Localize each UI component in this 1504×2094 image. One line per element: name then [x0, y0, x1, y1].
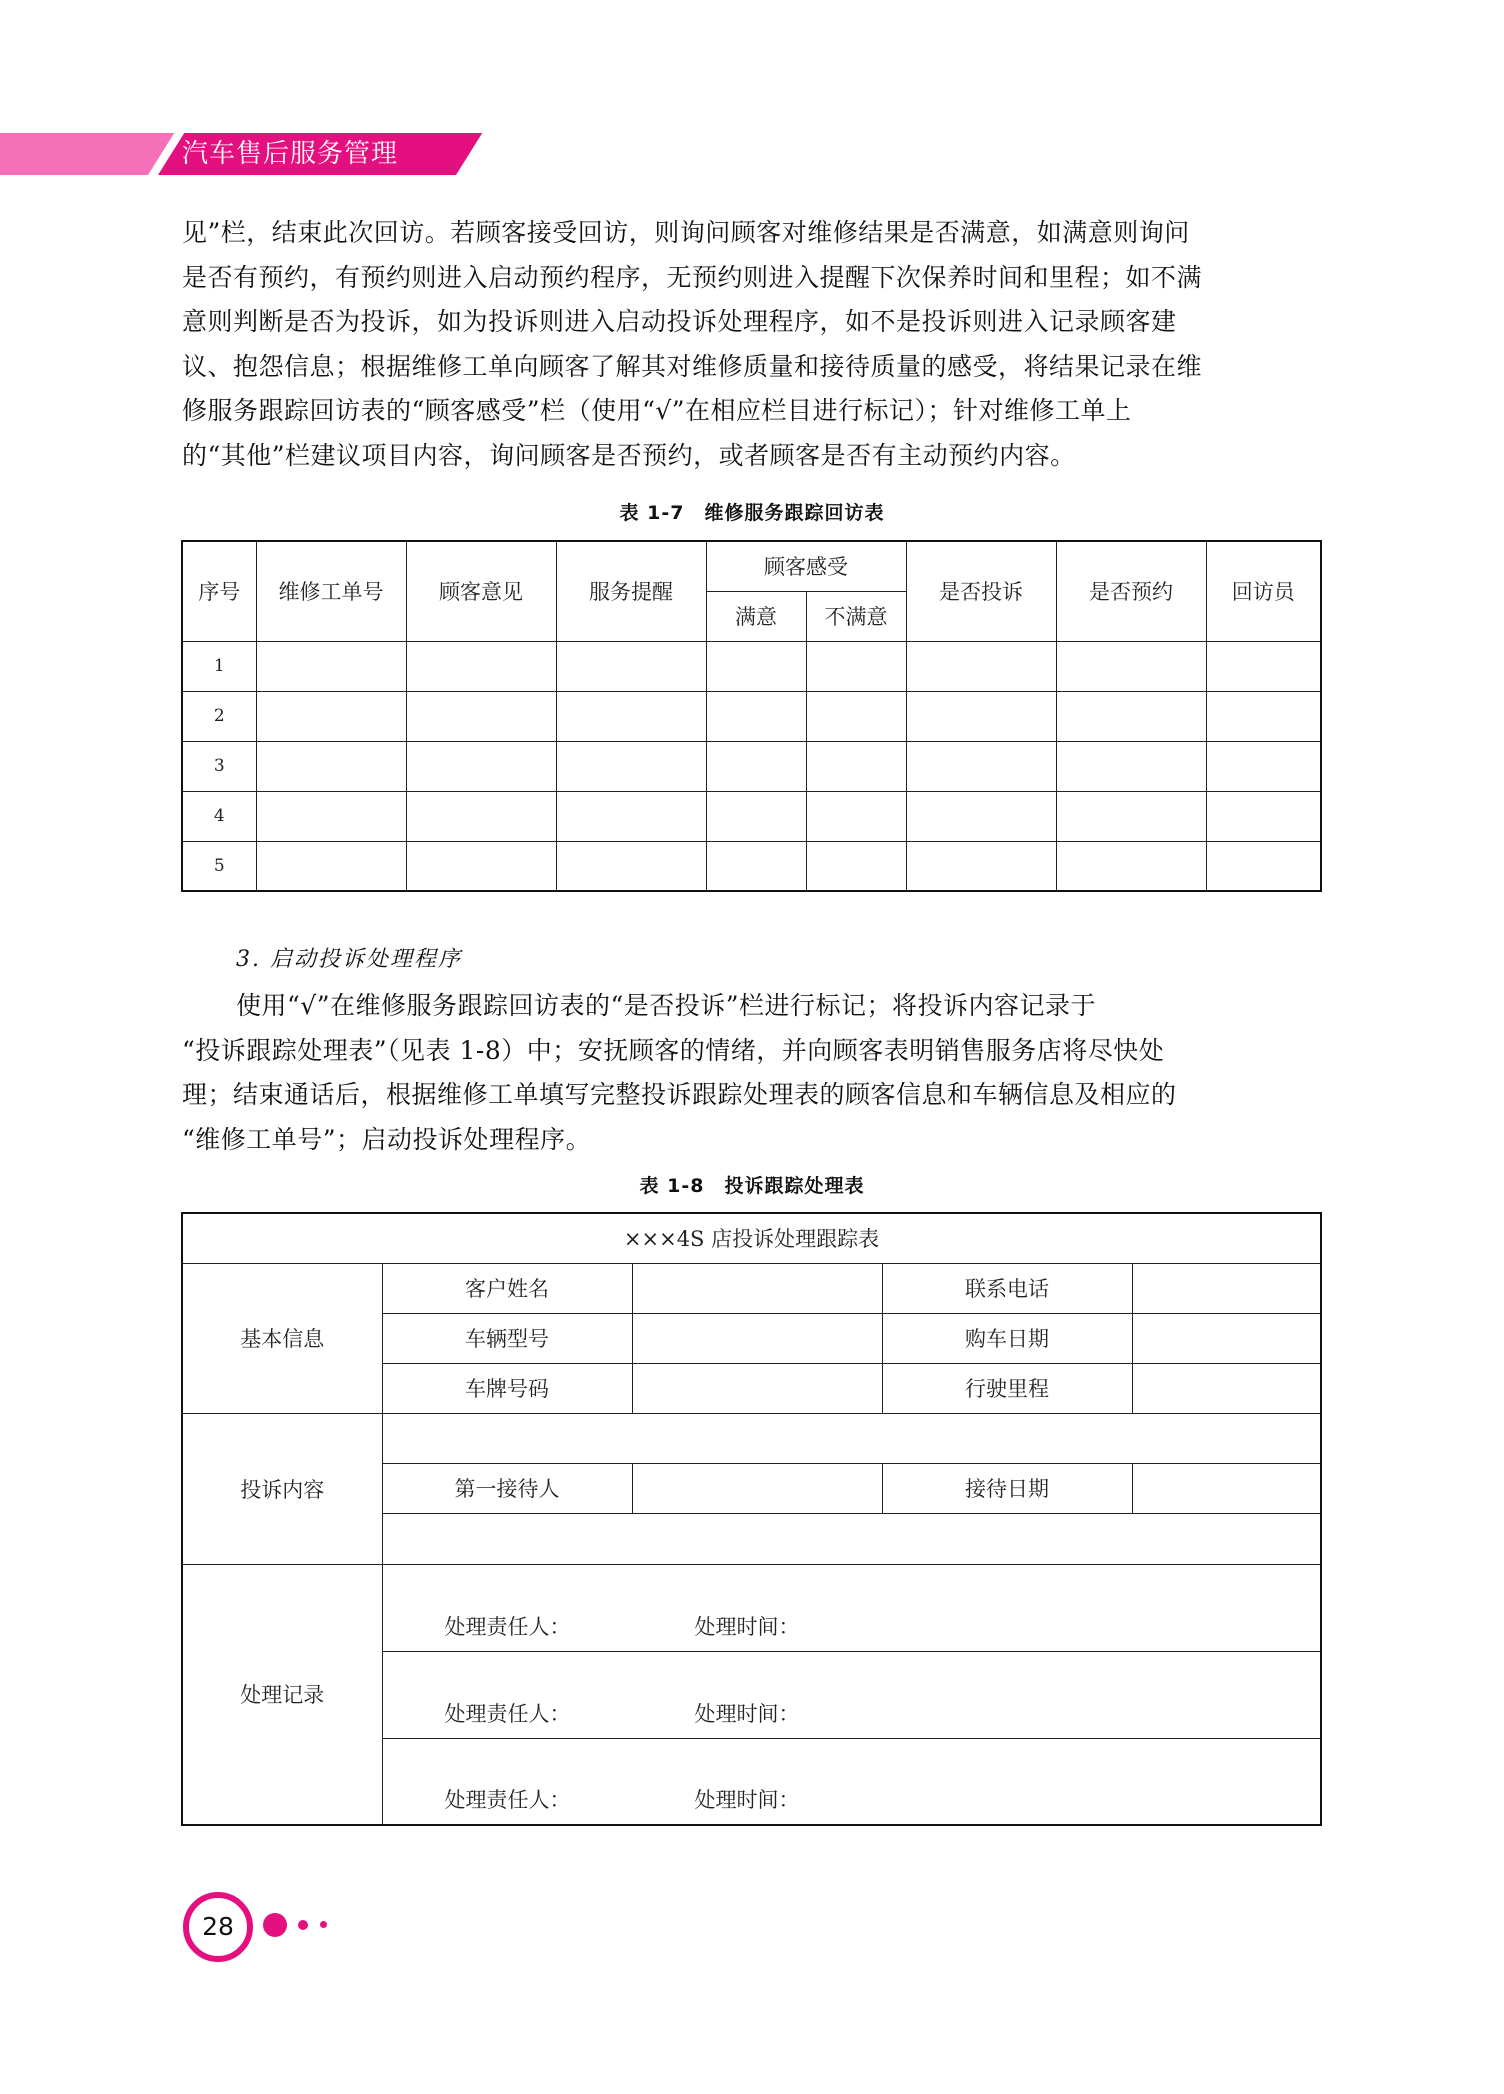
intro-line: 议、抱怨信息；根据维修工单向顾客了解其对维修质量和接待质量的感受，将结果记录在维: [182, 351, 1203, 381]
cell: [706, 741, 806, 791]
cell: [906, 791, 1056, 841]
cell: [906, 841, 1056, 891]
header-satisfied: 满意: [706, 591, 806, 641]
cell: [406, 841, 556, 891]
table-row: [182, 841, 1321, 891]
cell: [556, 841, 706, 891]
car-model-value: [632, 1313, 882, 1363]
cell: [1206, 691, 1321, 741]
cell: [906, 741, 1056, 791]
complaint-table-title: ×××4S 店投诉处理跟踪表: [182, 1213, 1321, 1263]
cell: [256, 641, 406, 691]
cell: [256, 741, 406, 791]
cell: [806, 691, 906, 741]
table-row: [182, 791, 1321, 841]
cell: [706, 841, 806, 891]
page-number: 28: [202, 1912, 234, 1941]
header-complaint: 是否投诉: [906, 541, 1056, 641]
section3-line: 理；结束通话后，根据维修工单填写完整投诉跟踪处理表的顾客信息和车辆信息及相应的: [182, 1080, 1177, 1109]
phone-label: 联系电话: [882, 1263, 1132, 1313]
cell: [1206, 841, 1321, 891]
receive-date-label: 接待日期: [882, 1463, 1132, 1513]
phone-value: [1132, 1263, 1321, 1313]
handle-time-label: 处理时间：: [694, 1701, 800, 1726]
table1-caption: 表 1-7 维修服务跟踪回访表: [619, 502, 885, 524]
first-receiver-label: 第一接待人: [382, 1463, 632, 1513]
cell: [256, 691, 406, 741]
plate-label: 车牌号码: [382, 1363, 632, 1413]
cell: [706, 641, 806, 691]
footer-dot-medium: [298, 1920, 308, 1930]
header-seq: 序号: [182, 541, 256, 641]
cell: [406, 741, 556, 791]
section3-line: “投诉跟踪处理表”（见表 1-8）中；安抚顾客的情绪，并向顾客表明销售服务店将尽快处: [182, 1035, 1165, 1065]
footer-dot-small: [320, 1921, 327, 1928]
section3-line: “维修工单号”；启动投诉处理程序。: [182, 1124, 592, 1154]
intro-line: 是否有预约，有预约则进入启动预约程序，无预约则进入提醒下次保养时间和里程；如不满: [182, 262, 1203, 292]
followup-table: [181, 540, 1322, 892]
cell: [906, 641, 1056, 691]
handling-entry: [382, 1564, 1321, 1651]
intro-line: 的“其他”栏建议项目内容，询问顾客是否预约，或者顾客是否有主动预约内容。: [182, 440, 1076, 470]
cell: [406, 691, 556, 741]
handle-time-label: 处理时间：: [694, 1614, 800, 1639]
header-customer-feeling: 顾客感受: [706, 541, 906, 591]
header-appointment: 是否预约: [1056, 541, 1206, 641]
header-unsatisfied: 不满意: [806, 591, 906, 641]
cell: [906, 691, 1056, 741]
complaint-tracking-table: [181, 1212, 1322, 1826]
row-number: 4: [182, 791, 256, 841]
section3-line: 使用“√”在维修服务跟踪回访表的“是否投诉”栏进行标记；将投诉内容记录于: [236, 991, 1097, 1020]
handler-label: 处理责任人：: [444, 1701, 571, 1726]
mileage-value: [1132, 1363, 1321, 1413]
table2-caption: 表 1-8 投诉跟踪处理表: [639, 1175, 865, 1197]
car-model-label: 车辆型号: [382, 1313, 632, 1363]
cell: [256, 841, 406, 891]
row-number: 3: [182, 741, 256, 791]
cell: [1206, 791, 1321, 841]
complaint-content-value: [382, 1413, 1321, 1463]
cell: [1056, 741, 1206, 791]
header-order-number: 维修工单号: [256, 541, 406, 641]
cell: [1206, 641, 1321, 691]
mileage-label: 行驶里程: [882, 1363, 1132, 1413]
cell: [406, 791, 556, 841]
header-service-reminder: 服务提醒: [556, 541, 706, 641]
handler-label: 处理责任人：: [444, 1788, 571, 1812]
cell: [806, 841, 906, 891]
handle-time-label: 处理时间：: [694, 1788, 800, 1812]
cell: [1056, 691, 1206, 741]
header-customer-opinion: 顾客意见: [406, 541, 556, 641]
intro-line: 意则判断是否为投诉，如为投诉则进入启动投诉处理程序，如不是投诉则进入记录顾客建: [182, 307, 1177, 336]
plate-value: [632, 1363, 882, 1413]
cell: [556, 741, 706, 791]
handling-record-label: 处理记录: [182, 1564, 382, 1825]
row-number: 2: [182, 691, 256, 741]
customer-name-value: [632, 1263, 882, 1313]
cell: [1206, 741, 1321, 791]
cell: [1056, 791, 1206, 841]
table-row: [182, 741, 1321, 791]
cell: [706, 791, 806, 841]
section3-paragraph: [182, 984, 1322, 1162]
header-visitor: 回访员: [1206, 541, 1321, 641]
cell: [556, 791, 706, 841]
intro-line: 见”栏，结束此次回访。若顾客接受回访，则询问顾客对维修结果是否满意，如满意则询问: [182, 218, 1190, 247]
complaint-content-extra: [382, 1513, 1321, 1564]
cell: [1056, 841, 1206, 891]
cell: [556, 691, 706, 741]
purchase-date-value: [1132, 1313, 1321, 1363]
cell: [806, 641, 906, 691]
cell: [806, 791, 906, 841]
intro-line: 修服务跟踪回访表的“顾客感受”栏（使用“√”在相应栏目进行标记）；针对维修工单上: [182, 396, 1132, 425]
complaint-content-label: 投诉内容: [182, 1413, 382, 1564]
row-number: 1: [182, 641, 256, 691]
section3-heading: 3. 启动投诉处理程序: [236, 947, 462, 972]
handling-entry: [382, 1651, 1321, 1738]
table-row: [182, 641, 1321, 691]
row-number: 5: [182, 841, 256, 891]
table-row: [182, 691, 1321, 741]
cell: [806, 741, 906, 791]
intro-paragraph: [182, 211, 1322, 478]
cell: [256, 791, 406, 841]
cell: [706, 691, 806, 741]
cell: [406, 641, 556, 691]
first-receiver-value: [632, 1463, 882, 1513]
receive-date-value: [1132, 1463, 1321, 1513]
handling-entry: [382, 1738, 1321, 1825]
cell: [556, 641, 706, 691]
basic-info-label: 基本信息: [182, 1263, 382, 1413]
running-header-title: 汽车售后服务管理: [182, 139, 399, 169]
customer-name-label: 客户姓名: [382, 1263, 632, 1313]
purchase-date-label: 购车日期: [882, 1313, 1132, 1363]
cell: [1056, 641, 1206, 691]
footer-dot-large: [263, 1913, 287, 1937]
handler-label: 处理责任人：: [444, 1614, 571, 1639]
